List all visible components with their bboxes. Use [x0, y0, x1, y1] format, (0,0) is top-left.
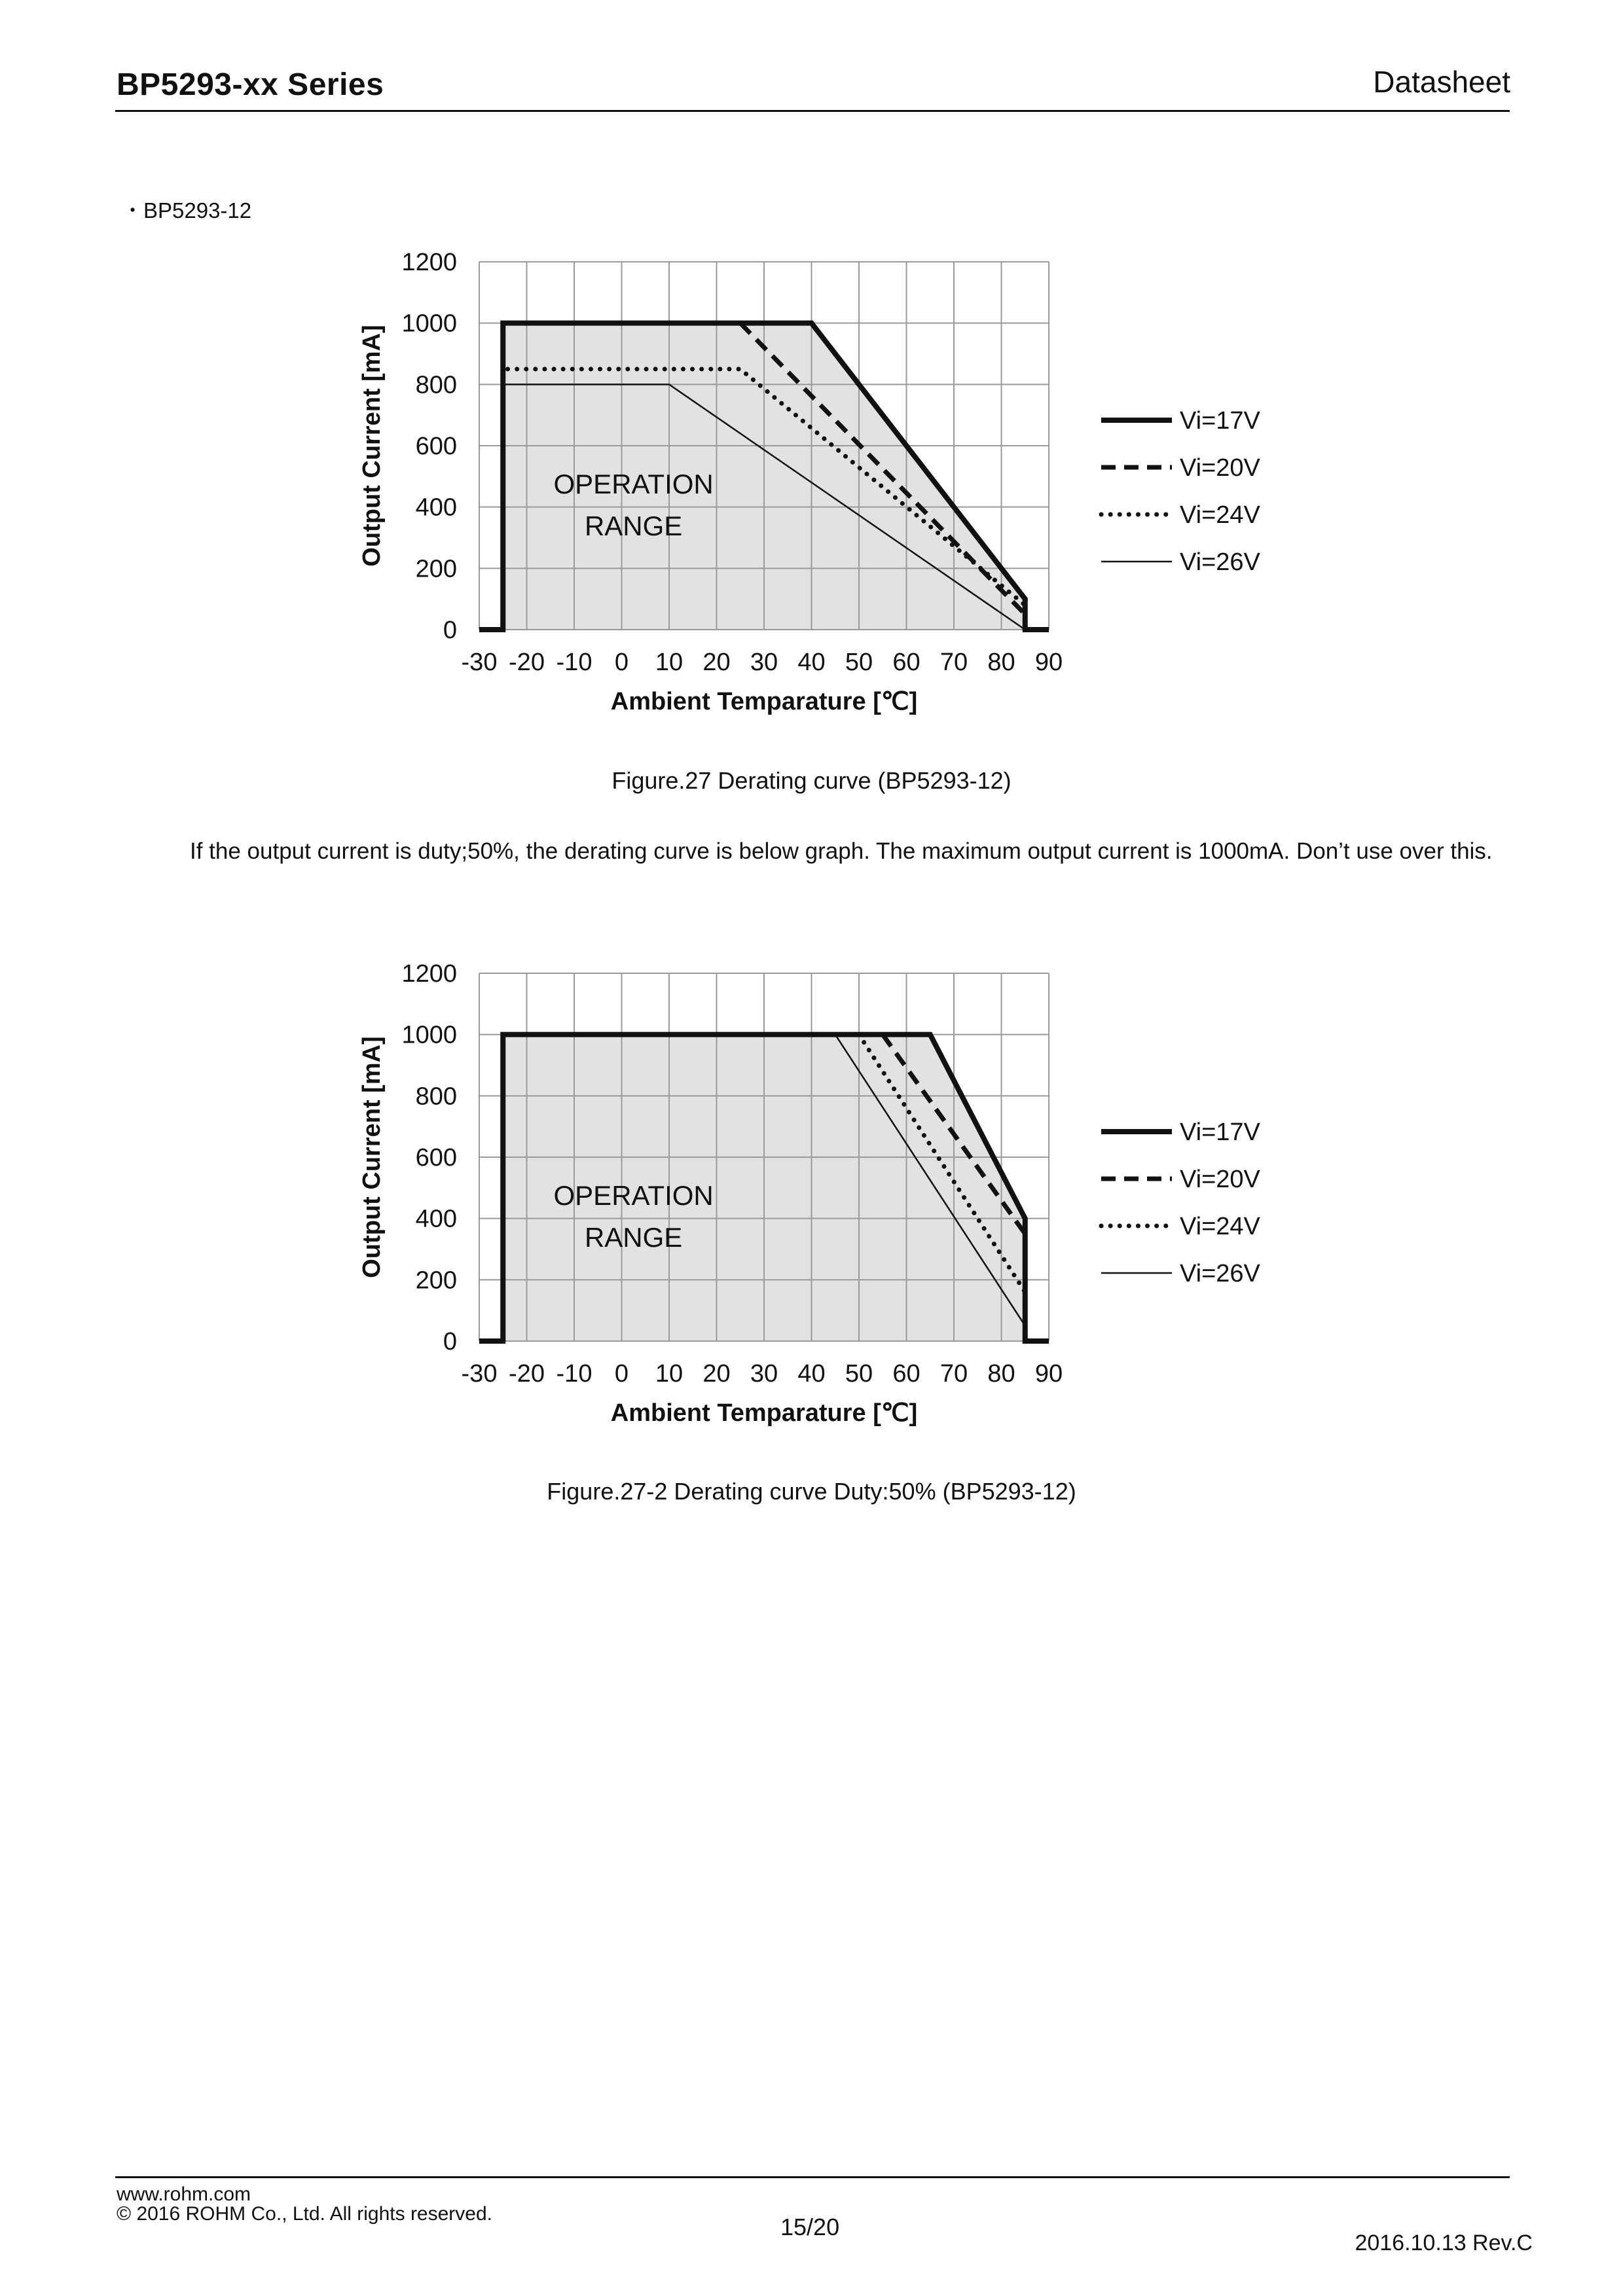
figure-caption-1: Figure.27 Derating curve (BP5293-12): [611, 767, 1012, 794]
y-tick-label: 800: [415, 371, 457, 399]
chart-svg: [340, 236, 1362, 746]
footer-divider: [115, 2176, 1510, 2178]
figure-caption-2: Figure.27-2 Derating curve Duty:50% (BP5293-12): [547, 1478, 1076, 1505]
y-tick-label: 600: [415, 1144, 457, 1172]
legend-label: Vi=20V: [1180, 1166, 1260, 1193]
legend-label: Vi=26V: [1180, 548, 1260, 576]
legend-label: Vi=24V: [1180, 1213, 1260, 1240]
body-paragraph: If the output current is duty;50%, the derating curve is below graph. The maximum output current is 1000mA. Don’t use over this.: [190, 838, 1493, 864]
legend-label: Vi=20V: [1180, 454, 1260, 482]
operation-range-label: OPERATION: [553, 1179, 714, 1211]
x-tick-label: -20: [509, 649, 545, 676]
x-tick-label: 30: [750, 1360, 778, 1388]
page-number: 15/20: [780, 2214, 840, 2240]
section-bullet: ・BP5293-12: [122, 198, 252, 223]
y-tick-label: 1000: [401, 1021, 457, 1049]
header-divider: [115, 110, 1510, 112]
x-tick-label: 50: [845, 649, 873, 676]
footer-copyright: © 2016 ROHM Co., Ltd. All rights reserved.: [117, 2203, 492, 2225]
x-tick-label: -10: [556, 649, 593, 676]
x-axis-label: Ambient Temparature [℃]: [610, 688, 918, 715]
y-tick-label: 400: [415, 493, 457, 522]
x-tick-label: 70: [939, 649, 968, 676]
x-tick-label: 90: [1034, 649, 1063, 676]
x-tick-label: 0: [614, 1360, 629, 1388]
legend-label: Vi=17V: [1180, 407, 1260, 435]
x-axis-label: Ambient Temparature [℃]: [610, 1399, 918, 1427]
x-tick-label: 80: [987, 649, 1015, 676]
x-tick-label: 90: [1034, 1360, 1063, 1388]
x-tick-label: 20: [702, 649, 731, 676]
legend-label: Vi=17V: [1180, 1119, 1260, 1146]
x-tick-label: -30: [461, 1360, 498, 1388]
y-tick-label: 1000: [401, 310, 457, 338]
document-type: Datasheet: [1373, 65, 1510, 99]
y-tick-label: 1200: [401, 249, 457, 276]
x-tick-label: 40: [797, 1360, 826, 1388]
operation-range-label: RANGE: [584, 510, 683, 541]
y-tick-label: 200: [415, 1266, 457, 1295]
x-tick-label: 10: [655, 649, 684, 676]
document-title: BP5293-xx Series: [117, 67, 384, 102]
x-tick-label: -20: [509, 1360, 545, 1388]
y-tick-label: 800: [415, 1083, 457, 1111]
derating-chart-1: [340, 236, 1362, 746]
x-tick-label: -10: [556, 1360, 593, 1388]
operation-range-label: OPERATION: [553, 468, 714, 499]
y-tick-label: 600: [415, 433, 457, 460]
x-tick-label: 20: [702, 1360, 731, 1388]
footer-url: www.rohm.com: [117, 2183, 251, 2205]
x-tick-label: 80: [987, 1360, 1015, 1388]
x-tick-label: 0: [614, 649, 629, 676]
x-tick-label: 50: [845, 1360, 873, 1388]
x-tick-label: 30: [750, 649, 778, 676]
y-axis-label: Output Current [mA]: [358, 1036, 386, 1278]
y-tick-label: 0: [443, 617, 457, 644]
x-tick-label: 60: [892, 649, 921, 676]
x-tick-label: 40: [797, 649, 826, 676]
derating-chart-2: [340, 947, 1362, 1458]
x-tick-label: 70: [939, 1360, 968, 1388]
y-tick-label: 200: [415, 555, 457, 583]
y-tick-label: 1200: [401, 960, 457, 988]
y-axis-label: Output Current [mA]: [358, 325, 386, 567]
revision-date: 2016.10.13 Rev.C: [1355, 2231, 1533, 2255]
y-tick-label: 400: [415, 1205, 457, 1233]
x-tick-label: -30: [461, 649, 498, 676]
legend-label: Vi=24V: [1180, 501, 1260, 529]
operation-range-label: RANGE: [584, 1221, 683, 1253]
x-tick-label: 60: [892, 1360, 921, 1388]
chart-svg: [340, 947, 1362, 1458]
legend-label: Vi=26V: [1180, 1260, 1260, 1287]
y-tick-label: 0: [443, 1328, 457, 1355]
x-tick-label: 10: [655, 1360, 684, 1388]
